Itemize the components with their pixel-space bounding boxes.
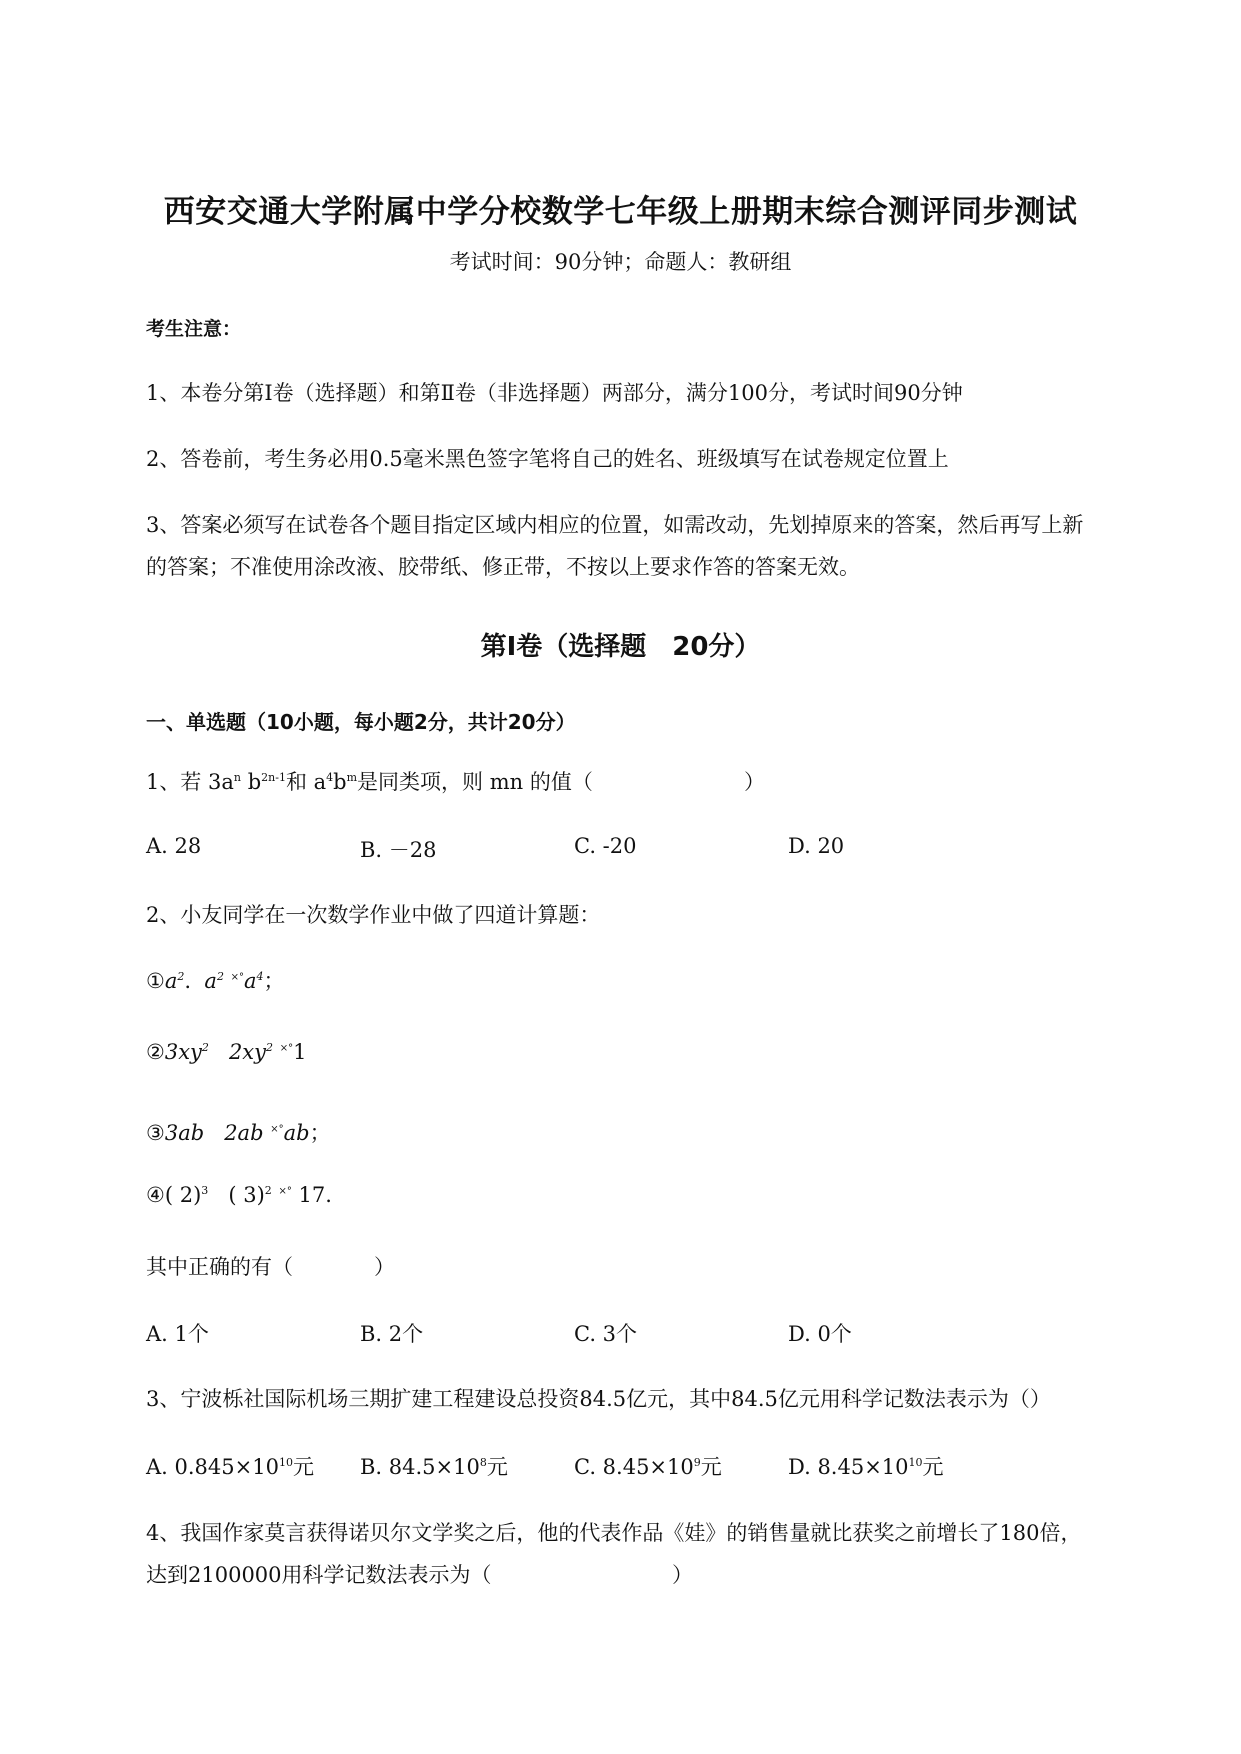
question-4-stem-continued: 达到2100000用科学记数法表示为（	[146, 1563, 492, 1587]
q2-option-d[interactable]: D. 0个	[788, 1322, 852, 1346]
garbled-symbol: ×°	[270, 1124, 284, 1135]
q1-exponent: m	[346, 771, 358, 784]
q4-answer-paren: ）	[672, 1563, 693, 1587]
math-term: a	[204, 969, 217, 993]
q2-option-c[interactable]: C. 3个	[574, 1322, 638, 1346]
part-heading: 一、单选题（10小题，每小题2分，共计20分）	[146, 710, 576, 734]
garbled-symbol: ×°	[278, 1186, 292, 1197]
math-exponent: 3	[201, 1184, 209, 1197]
garbled-symbol: ×°	[279, 1043, 294, 1054]
q1-text: b	[241, 770, 262, 794]
option-unit: 元	[922, 1455, 944, 1479]
math-paren: (	[228, 1183, 237, 1207]
notice-item: 2、答卷前，考生务必用0.5毫米黑色签字笔将自己的姓名、班级填写在试卷规定位置上	[146, 447, 949, 471]
q1-option-d[interactable]: D. 20	[788, 834, 845, 858]
option-unit: 元	[486, 1455, 508, 1479]
q1-exponent: 4	[326, 771, 334, 784]
notice-item: 3、答案必须写在试卷各个题目指定区域内相应的位置，如需改动，先划掉原来的答案，然后再写上新	[146, 513, 1084, 537]
math-term: 2xy	[228, 1040, 267, 1064]
option-exponent: 10	[908, 1456, 923, 1469]
punctuation: .	[325, 1183, 332, 1207]
option-text: A. 0.845×10	[146, 1455, 279, 1479]
q2-item-3	[146, 1117, 331, 1147]
question-1-stem	[146, 766, 593, 796]
option-unit: 元	[292, 1455, 314, 1479]
punctuation: ；	[309, 1121, 331, 1145]
math-exponent: 2	[201, 1041, 209, 1054]
q1-text: 1、若 3a	[146, 770, 234, 794]
option-exponent: 8	[479, 1456, 487, 1469]
q1-option-c[interactable]: C. -20	[574, 834, 637, 858]
math-term: a	[164, 969, 178, 993]
math-term: 2)	[179, 1183, 202, 1207]
garbled-symbol: ×°	[230, 972, 245, 983]
circled-number: ③	[146, 1121, 165, 1145]
q1-answer-paren: ）	[744, 770, 765, 794]
math-exponent: 2	[177, 970, 185, 983]
page-title: 西安交通大学附属中学分校数学七年级上册期末综合测评同步测试	[163, 194, 1078, 230]
math-exponent: 2	[266, 1041, 274, 1054]
option-unit: 元	[700, 1455, 722, 1479]
math-exponent: 2	[216, 970, 224, 983]
q3-option-a[interactable]	[146, 1451, 314, 1481]
q2-option-b[interactable]: B. 2个	[360, 1322, 424, 1346]
q2-answer-paren: ）	[374, 1255, 395, 1279]
q3-option-c[interactable]	[574, 1451, 722, 1481]
math-exponent: 2	[264, 1184, 272, 1197]
math-term: a	[244, 969, 257, 993]
option-text: D. 8.45×10	[788, 1455, 909, 1479]
q1-exponent: n	[233, 771, 242, 784]
exam-info: 考试时间：90分钟；命题人：教研组	[449, 250, 792, 274]
circled-number: ②	[146, 1040, 165, 1064]
q1-option-a[interactable]: A. 28	[146, 834, 202, 858]
math-operator: .	[184, 969, 192, 993]
question-3-stem: 3、宁波栎社国际机场三期扩建工程建设总投资84.5亿元，其中84.5亿元用科学记数法表示为（）	[146, 1387, 1051, 1411]
math-term: 1	[293, 1040, 307, 1064]
q3-option-b[interactable]	[360, 1451, 508, 1481]
q1-text: 是同类项，则 mn 的值（	[357, 770, 593, 794]
math-term: 3ab	[164, 1121, 205, 1145]
q1-text: b	[333, 770, 347, 794]
q2-option-a[interactable]: A. 1个	[146, 1322, 209, 1346]
q1-exponent: 2n-1	[261, 771, 286, 784]
notice-heading: 考生注意：	[146, 318, 242, 340]
q1-option-b[interactable]: B. －28	[360, 838, 437, 862]
math-term: ab	[283, 1121, 310, 1145]
math-term: 2ab	[224, 1121, 264, 1145]
math-paren: (	[164, 1183, 174, 1207]
option-text: B. 84.5×10	[360, 1455, 480, 1479]
q2-item-2	[146, 1040, 306, 1064]
section-title: 第I卷（选择题 20分）	[480, 632, 761, 662]
notice-item: 1、本卷分第I卷（选择题）和第Ⅱ卷（非选择题）两部分，满分100分，考试时间90分钟	[146, 381, 963, 405]
q2-item-1	[146, 965, 285, 995]
math-term: 3xy	[164, 1040, 202, 1064]
circled-number: ①	[146, 969, 165, 993]
q2-item-4	[146, 1183, 332, 1207]
notice-item-continued: 的答案；不准使用涂改液、胶带纸、修正带，不按以上要求作答的答案无效。	[146, 555, 860, 579]
q2-question: 其中正确的有（	[146, 1255, 293, 1279]
math-exponent: 4	[256, 970, 264, 983]
option-exponent: 9	[693, 1456, 701, 1469]
punctuation: ；	[263, 969, 285, 993]
q3-option-d[interactable]	[788, 1451, 944, 1481]
q1-text: 和 a	[285, 770, 327, 794]
question-2-stem: 2、小友同学在一次数学作业中做了四道计算题：	[146, 903, 601, 927]
circled-number: ④	[146, 1183, 165, 1207]
option-exponent: 10	[278, 1456, 293, 1469]
math-term: 3)	[243, 1183, 265, 1207]
math-term: 17	[298, 1183, 326, 1207]
question-4-stem: 4、我国作家莫言获得诺贝尔文学奖之后，他的代表作品《娃》的销售量就比获奖之前增长了180倍，	[146, 1521, 1082, 1545]
option-text: C. 8.45×10	[574, 1455, 694, 1479]
